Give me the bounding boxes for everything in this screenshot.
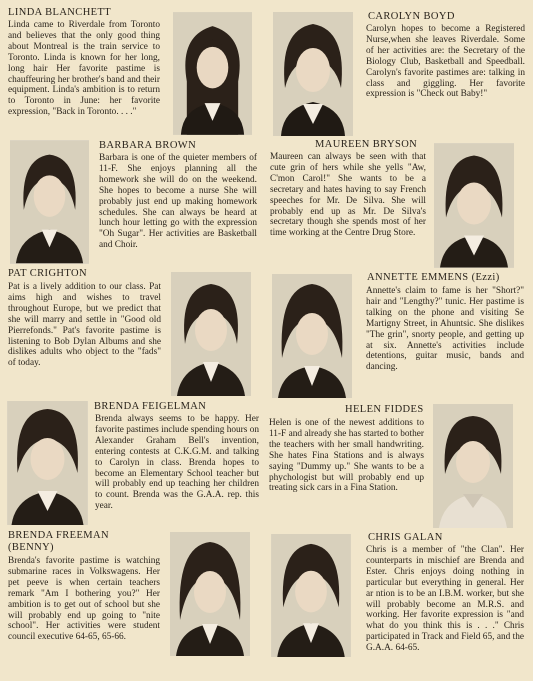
student-bio-pat-crighton: Pat is a lively addition to our class. Pat aims high and wishes to travel throughout Europe, but we predict that she will marry and settle in "Good old Pierrefonds." Pat's favorite pastime is listening to Bob Dylan Albums and she dislikes adults who object to the "fads" of today.: [8, 282, 161, 369]
student-bio-helen-fiddes: Helen is one of the newest additions to 11-F and already she has started to bother the teachers with her small handwriting. She hates Fina Stations and is always saying "Dummy up." She wants to be a phychologist but will probably end up treating sick cars in a Fina Station.: [269, 418, 424, 494]
student-nickname-brenda-freeman: (BENNY): [8, 542, 54, 553]
portrait-photo-brenda-feigelman: [7, 401, 88, 525]
student-bio-chris-galan: Chris is a member of "the Clan". Her counterparts in mischief are Brenda and Ester. Chris enjoys doing nothing in particular but everything in general. Her ar ntion is to be an I.B.M. worker, but she will probably become an M.R.S. and working. Her favorite expression is "and what do you think this is . . ." Chris participated in Track and Field 65, and the G.A.A. 64-65.: [366, 545, 524, 654]
student-bio-maureen-bryson: Maureen can always be seen with that cute grin of hers while she yells "Aw, C'mon Carol!" She wants to be a secretary and hates having to say French speeches for Mr. De Silva. She will probably end up as Mr. De Silva's secretary though she spends most of her time working at the Centre Drug Store.: [270, 152, 426, 239]
student-name-brenda-freeman: BRENDA FREEMAN: [8, 530, 109, 541]
portrait-photo-barbara-brown: [10, 140, 89, 264]
student-name-linda-blanchett: LINDA BLANCHETT: [8, 7, 112, 18]
student-bio-brenda-feigelman: Brenda always seems to be happy. Her favorite pastimes include spending hours on Alexander Graham Bell's invention, entering contests at C.K.G.M. and talking to Carolyn in class. Brenda hopes to become an Elementary School teacher but will probably end up teaching her children to count. Brenda was the G.A.A. rep. this year.: [95, 414, 259, 512]
student-bio-annette-emmens: Annette's claim to fame is her "Short?" hair and "Lengthy?" tunic. Her pastime is talking on the phone and visiting Se Martigny Street, in Ahuntsic. She dislikes "The grin", snorty people, and getting up at six. Annette's activities include detentions, guitar music, bands and dancing.: [366, 286, 524, 373]
portrait-photo-maureen-bryson: [434, 143, 514, 268]
portrait-photo-chris-galan: [271, 534, 351, 657]
student-bio-linda-blanchett: Linda came to Riverdale from Toronto and believes that the only good thing about Montreal is the train service to Toronto. Linda is known for her long, long hair Her favorite pastime is chauffeuring her brother's band and their equipment. Linda's ambition is to return to Toronto in June: her favorite expression, "Back in Toronto. . . .": [8, 20, 160, 118]
portrait-photo-carolyn-boyd: [273, 12, 353, 136]
student-name-helen-fiddes: HELEN FIDDES: [345, 404, 424, 415]
portrait-photo-pat-crighton: [171, 272, 251, 396]
student-bio-barbara-brown: Barbara is one of the quieter members of 11-F. She enjoys planning all the homework she will do on the weekend. She hopes to become a nurse She will probably just end up making homework schedules. She can always be heard at lunch hour letting go with the expression "Oh Sugar". Her activities are Basketball and Choir.: [99, 153, 257, 251]
portrait-photo-chris-galan-left: [170, 532, 250, 656]
student-name-maureen-bryson: MAUREEN BRYSON: [315, 139, 418, 150]
student-name-chris-galan: CHRIS GALAN: [368, 532, 443, 543]
portrait-photo-helen-fiddes: [433, 404, 513, 528]
portrait-photo-annette-emmens: [272, 274, 352, 398]
student-name-pat-crighton: PAT CRIGHTON: [8, 268, 88, 279]
student-name-brenda-feigelman: BRENDA FEIGELMAN: [94, 401, 207, 412]
portrait-photo-linda-blanchett: [173, 12, 252, 135]
student-name-barbara-brown: BARBARA BROWN: [99, 140, 197, 151]
student-name-carolyn-boyd: CAROLYN BOYD: [368, 11, 455, 22]
student-name-annette-emmens: ANNETTE EMMENS (Ezzi): [367, 272, 500, 283]
student-bio-carolyn-boyd: Carolyn hopes to become a Registered Nurse,when she leaves Riverdale. Some of her activities are: the Secretary of the Biology Club, Basketball and Speedball. Carolyn's favorite pastimes are: talking in class and giggling. Her favorite expression is "Check out Baby!": [366, 24, 525, 100]
student-bio-brenda-freeman: Brenda's favorite pastime is watching submarine races in Volkswagens. Her pet peeve is when certain teachers remark "Am I bothering you?" Her ambition is to get out of school but she will probably end up going to "nite school". Her activities were student council executive 64-65, 65-66.: [8, 556, 160, 643]
